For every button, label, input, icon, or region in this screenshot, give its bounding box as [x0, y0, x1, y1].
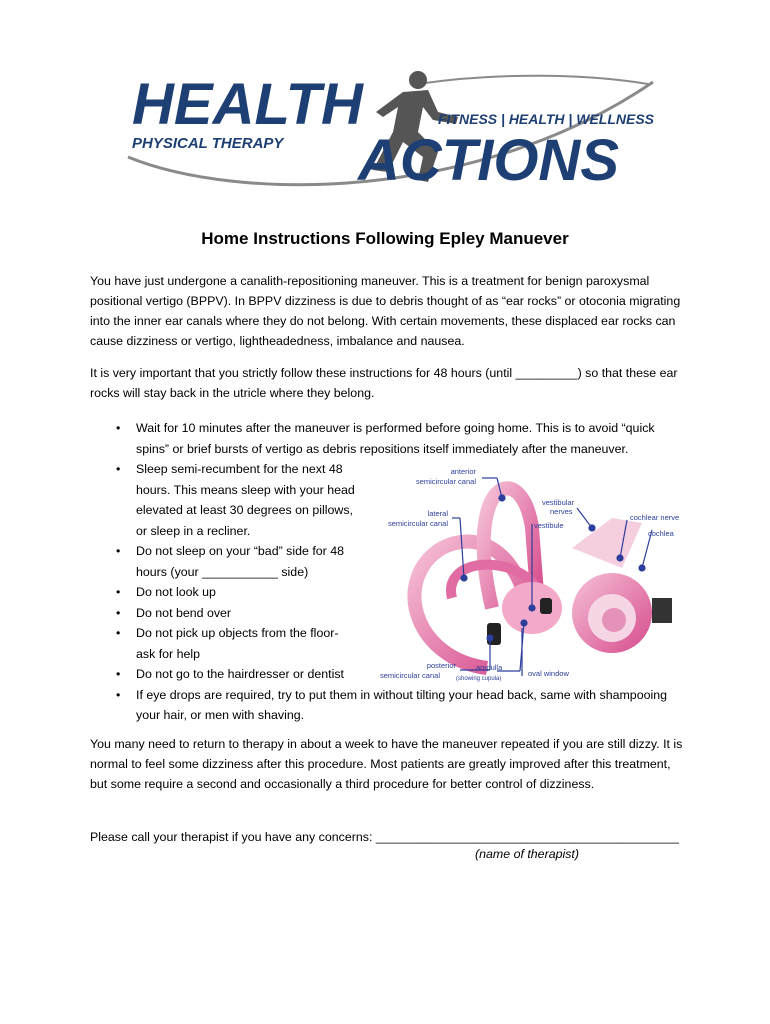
- label-posterior: posterior: [426, 661, 456, 670]
- return-paragraph: You many need to return to therapy in about a week to have the maneuver repeated if you are still dizzy. It is normal to feel some dizziness after this procedure. Most patients are greatly improved after this treatment, but some require a second and occasionally a third procedure for better control of dizziness.: [90, 737, 683, 791]
- list-item: • Do not go to the hairdresser or dentist: [90, 664, 690, 685]
- list-item: • If eye drops are required, try to put them in without tilting your head back, same with shampooing your hair, or men with shaving.: [90, 685, 690, 726]
- list-item: • Sleep semi-recumbent for the next 48 hours. This means sleep with your head elevated at least 30 degrees on pillows, or sleep in a recliner.: [90, 459, 358, 541]
- logo-word-health: HEALTH: [132, 72, 363, 137]
- list-item: • Do not look up: [90, 582, 690, 603]
- label-vestibule: vestibule: [534, 521, 564, 530]
- logo-subtitle: PHYSICAL THERAPY: [132, 135, 284, 152]
- label-oval-window: oval window: [528, 669, 569, 678]
- label-lateral: lateral: [427, 509, 448, 518]
- label-nerves: nerves: [550, 507, 573, 516]
- page-title: Home Instructions Following Epley Manuever: [201, 229, 569, 248]
- vestibular-nerve-shape: [572, 518, 642, 568]
- list-item: • Do not pick up objects from the floor- ask for help: [90, 623, 358, 664]
- intro-paragraph: You have just undergone a canalith-repositioning maneuver. This is a treatment for benign paroxysmal positional vertigo (BPPV). In BPPV dizziness is due to debris thought of as “ear rocks” or otoconia migrating into the inner ear canals where they do not belong. With certain movements, these displaced ear rocks can cause dizziness or vertigo, lightheadedness, imbalance and nausea.: [90, 274, 681, 348]
- list-item: • Do not sleep on your “bad” side for 48 hours (your ___________ side): [90, 541, 358, 582]
- label-cochlear-nerve: cochlear nerve: [630, 513, 680, 522]
- label-cochlea: cochlea: [648, 529, 674, 538]
- therapist-name-caption: (name of therapist): [475, 847, 579, 861]
- label-anterior: anterior: [450, 467, 476, 476]
- logo-word-actions: ACTIONS: [358, 128, 619, 192]
- health-actions-logo: [118, 62, 658, 192]
- label-anterior-canal: semicircular canal: [415, 477, 476, 486]
- instructions-intro: It is very important that you strictly follow these instructions for 48 hours (until _________) so that these ear rocks will stay back in the utricle where they belong.: [90, 366, 678, 400]
- list-item: • Do not bend over: [90, 603, 690, 624]
- label-cupula: (showing cupula): [456, 676, 502, 682]
- label-vestibular: vestibular: [542, 498, 575, 507]
- list-item: • Wait for 10 minutes after the maneuver is performed before going home. This is to avoid “quick spins” or brief bursts of vertigo as debris repositions itself immediately after the maneuver.: [90, 418, 690, 459]
- inner-ear-diagram: [372, 458, 692, 688]
- label-lateral-canal: semicircular canal: [387, 519, 448, 528]
- label-posterior-canal: semicircular canal: [379, 671, 440, 680]
- call-line: Please call your therapist if you have any concerns: ____________________________________________: [90, 830, 680, 844]
- label-ampulla: ampulla: [476, 663, 503, 672]
- logo-tagline: FITNESS | HEALTH | WELLNESS: [438, 111, 655, 127]
- logo-swoosh-top: [418, 76, 648, 84]
